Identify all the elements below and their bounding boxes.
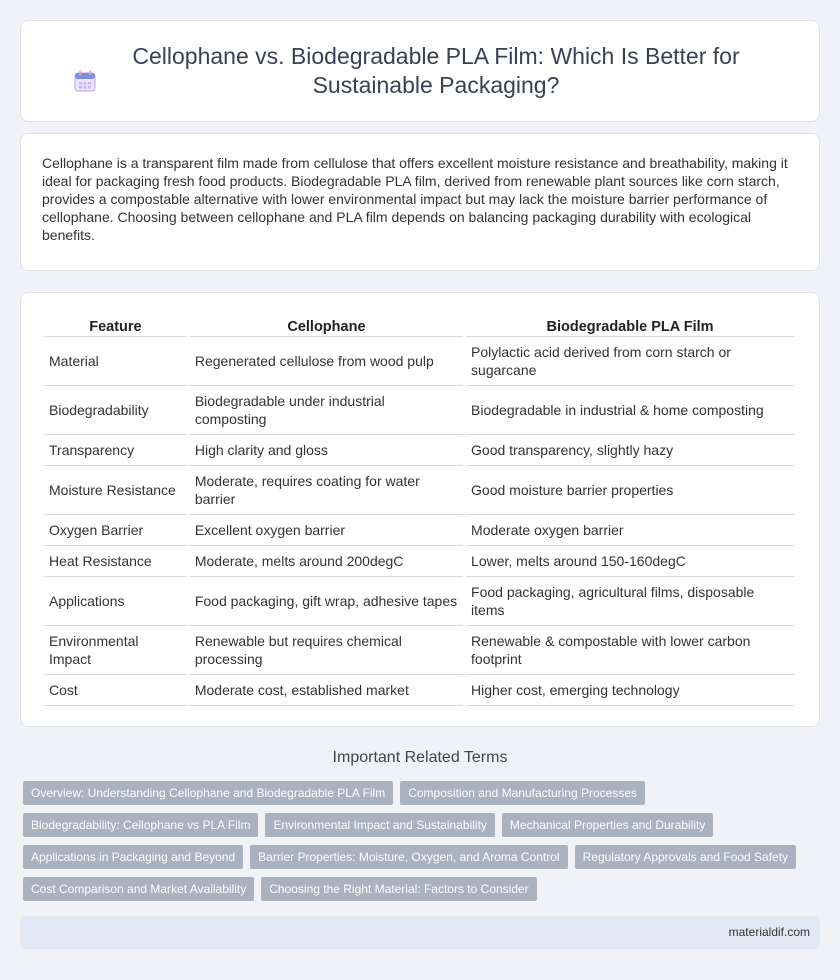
feature-cell: Environmental Impact xyxy=(44,626,187,675)
pla-cell: Good transparency, slightly hazy xyxy=(466,435,794,466)
page-title: Cellophane vs. Biodegradable PLA Film: Which Is Better for Sustainable Packaging? xyxy=(132,43,740,98)
related-term-tag[interactable]: Overview: Understanding Cellophane and Biodegradable PLA Film xyxy=(23,781,393,805)
pla-cell: Polylactic acid derived from corn starch or sugarcane xyxy=(466,337,794,386)
table-row xyxy=(44,515,794,546)
related-term-tag[interactable]: Composition and Manufacturing Processes xyxy=(400,781,645,805)
related-term-tag[interactable]: Barrier Properties: Moisture, Oxygen, and Aroma Control xyxy=(250,845,567,869)
table-row xyxy=(44,626,794,675)
tag-row xyxy=(23,813,823,837)
related-terms-title: Important Related Terms xyxy=(332,749,508,766)
related-term-tag[interactable]: Biodegradability: Cellophane vs PLA Film xyxy=(23,813,258,837)
related-term-tag[interactable]: Environmental Impact and Sustainability xyxy=(265,813,494,837)
column-header-feature: Feature xyxy=(44,315,187,337)
pla-cell: Food packaging, agricultural films, disposable items xyxy=(466,577,794,626)
tag-row xyxy=(23,781,823,805)
pla-cell: Good moisture barrier properties xyxy=(466,466,794,515)
feature-cell: Applications xyxy=(44,577,187,626)
title-wrap xyxy=(70,42,770,100)
table-row xyxy=(44,546,794,577)
table-row xyxy=(44,386,794,435)
comparison-table-card xyxy=(20,292,820,727)
related-term-tag[interactable]: Cost Comparison and Market Availability xyxy=(23,877,254,901)
pla-cell: Higher cost, emerging technology xyxy=(466,675,794,706)
tag-row xyxy=(23,877,823,901)
column-header-cellophane: Cellophane xyxy=(190,315,463,337)
pla-cell: Renewable & compostable with lower carbon footprint xyxy=(466,626,794,675)
pla-cell: Lower, melts around 150-160degC xyxy=(466,546,794,577)
feature-cell: Moisture Resistance xyxy=(44,466,187,515)
cellophane-cell: High clarity and gloss xyxy=(190,435,463,466)
cellophane-cell: Moderate, melts around 200degC xyxy=(190,546,463,577)
table-row xyxy=(44,435,794,466)
feature-cell: Oxygen Barrier xyxy=(44,515,187,546)
cellophane-cell: Food packaging, gift wrap, adhesive tapes xyxy=(190,577,463,626)
related-term-tag[interactable]: Mechanical Properties and Durability xyxy=(502,813,713,837)
related-terms-tags xyxy=(23,781,823,909)
comparison-table xyxy=(41,315,797,706)
cellophane-cell: Moderate, requires coating for water barrier xyxy=(190,466,463,515)
feature-cell: Transparency xyxy=(44,435,187,466)
table-row xyxy=(44,337,794,386)
cellophane-cell: Moderate cost, established market xyxy=(190,675,463,706)
footer xyxy=(20,916,820,949)
cellophane-cell: Regenerated cellulose from wood pulp xyxy=(190,337,463,386)
related-term-tag[interactable]: Regulatory Approvals and Food Safety xyxy=(575,845,796,869)
table-row xyxy=(44,577,794,626)
calendar-icon xyxy=(74,70,96,92)
intro-paragraph: Cellophane is a transparent film made from cellulose that offers excellent moisture resistance and breathability, making it ideal for packaging fresh food products. Biodegradable PLA film, derived from renewable plant sources like corn starch, provides a compostable alternative with lower environmental impact but may lack the moisture barrier performance of cellophane. Choosing between cellophane and PLA film depends on balancing packaging durability with ecological benefits. xyxy=(42,155,788,243)
cellophane-cell: Renewable but requires chemical processing xyxy=(190,626,463,675)
footer-site-name[interactable]: materialdif.com xyxy=(728,925,810,939)
intro-card xyxy=(20,133,820,271)
related-term-tag[interactable]: Applications in Packaging and Beyond xyxy=(23,845,243,869)
feature-cell: Biodegradability xyxy=(44,386,187,435)
cellophane-cell: Excellent oxygen barrier xyxy=(190,515,463,546)
cellophane-cell: Biodegradable under industrial composting xyxy=(190,386,463,435)
column-header-pla: Biodegradable PLA Film xyxy=(466,315,794,337)
feature-cell: Cost xyxy=(44,675,187,706)
feature-cell: Heat Resistance xyxy=(44,546,187,577)
title-card xyxy=(20,20,820,122)
table-row xyxy=(44,675,794,706)
pla-cell: Moderate oxygen barrier xyxy=(466,515,794,546)
pla-cell: Biodegradable in industrial & home composting xyxy=(466,386,794,435)
related-term-tag[interactable]: Choosing the Right Material: Factors to Consider xyxy=(261,877,536,901)
table-header-row xyxy=(44,315,794,337)
tag-row xyxy=(23,845,823,869)
table-row xyxy=(44,466,794,515)
feature-cell: Material xyxy=(44,337,187,386)
